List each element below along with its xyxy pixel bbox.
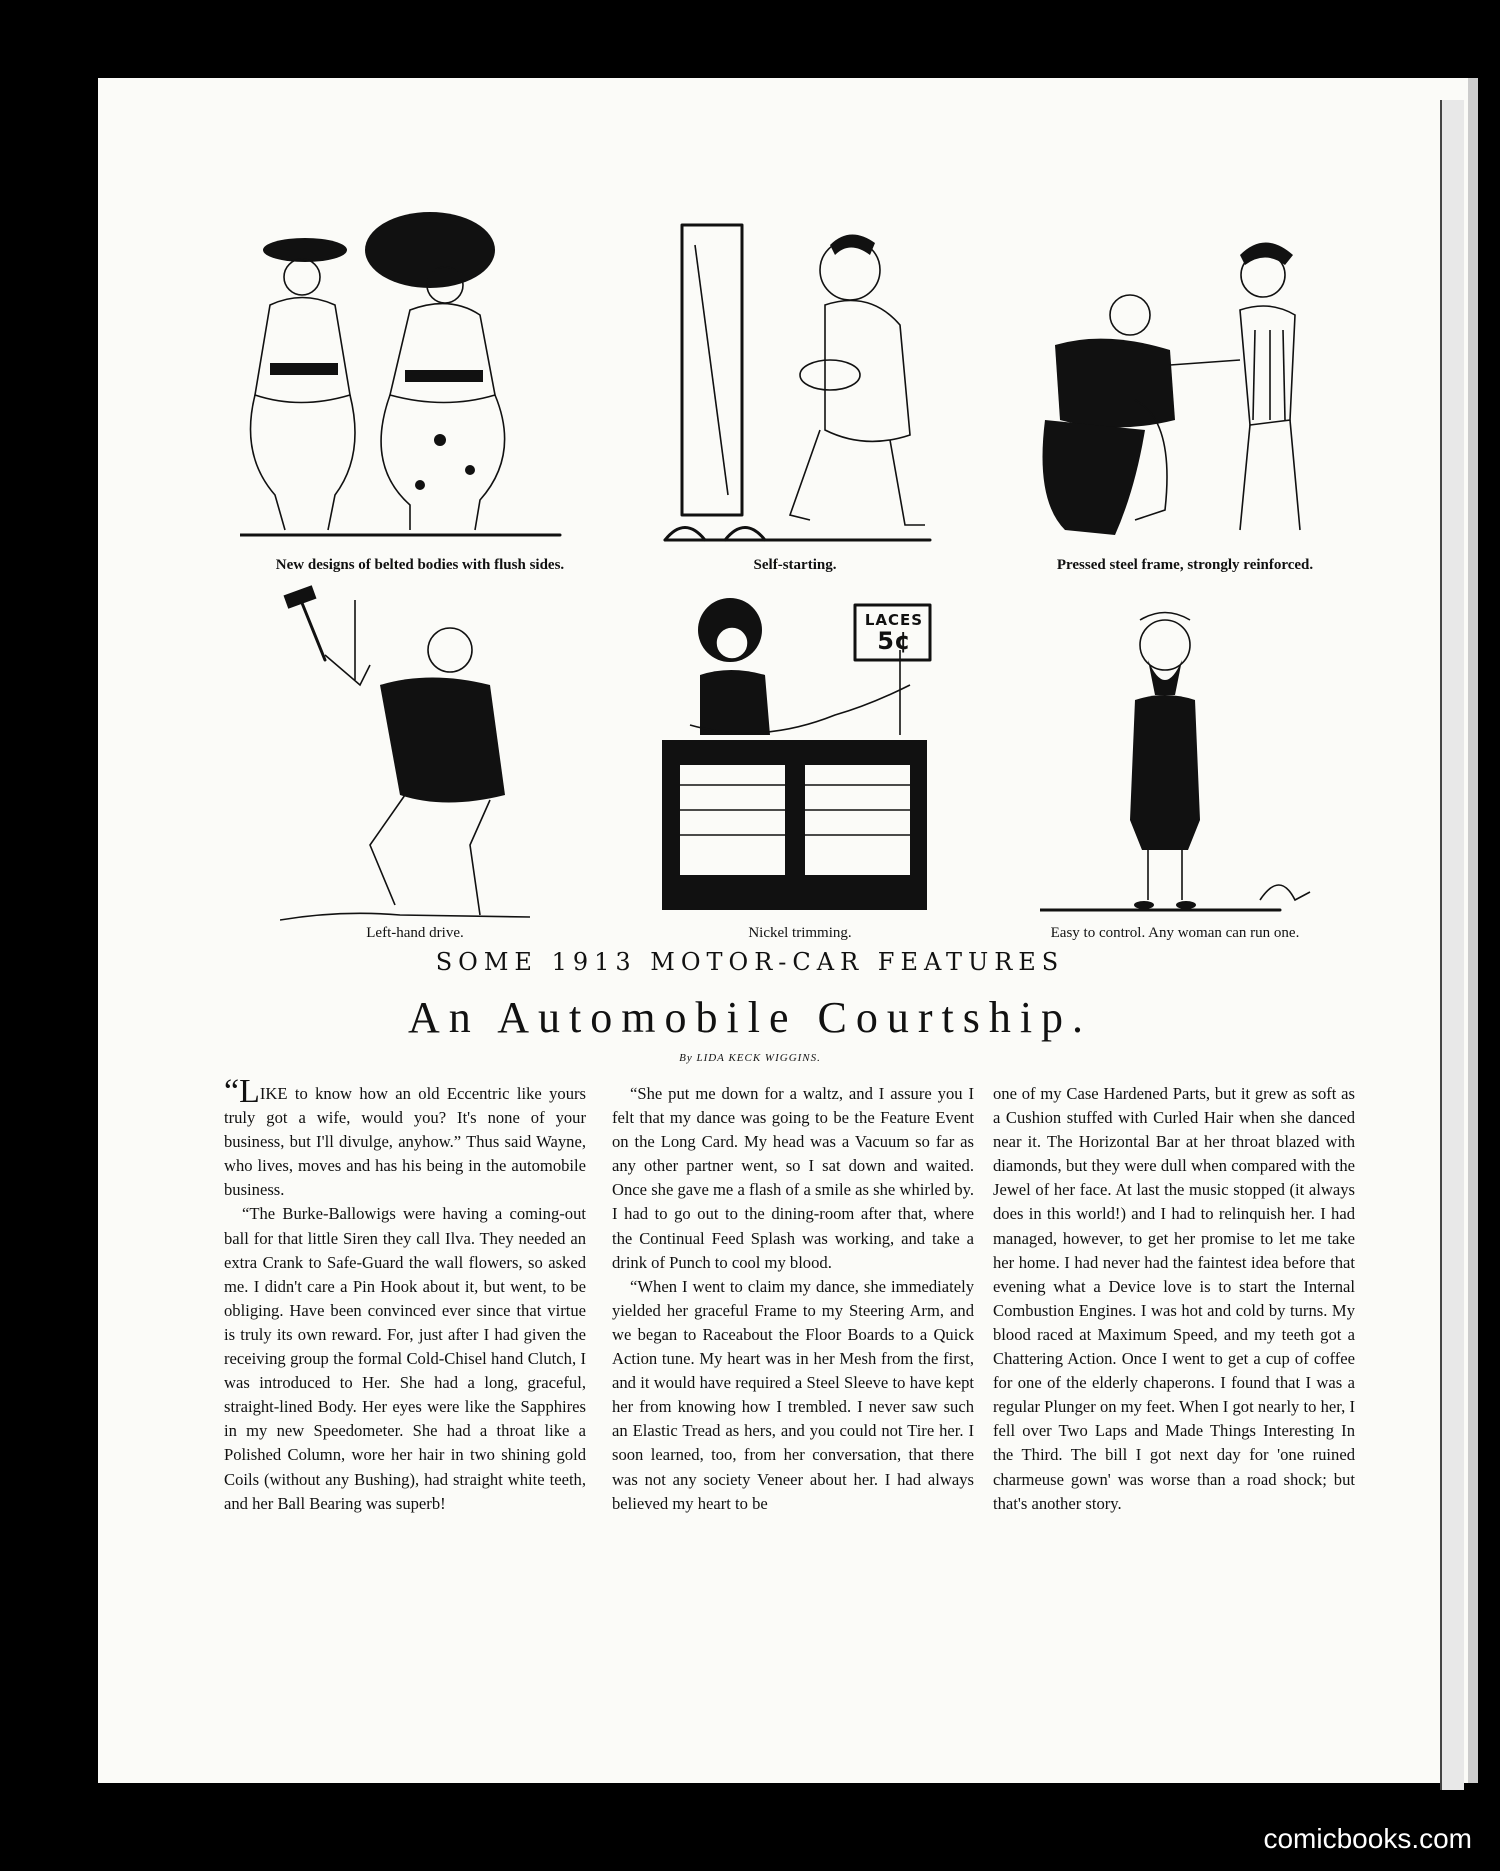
laces-sign-line2: 5¢ xyxy=(877,627,911,655)
illustration-easy-to-control xyxy=(1040,600,1340,915)
caption-self-starting: Self-starting. xyxy=(753,557,837,573)
caption-pressed-steel-frame: Pressed steel frame, strongly reinforced. xyxy=(1056,557,1314,573)
article-column-2 xyxy=(612,1082,974,1516)
watermark: comicbooks.com xyxy=(1263,1823,1472,1854)
illustration-nickel-trimming xyxy=(660,595,940,915)
article-column-3 xyxy=(993,1082,1355,1516)
caption-nickel-trimming: Nickel trimming. xyxy=(748,925,852,941)
paragraph: “When I went to claim my dance, she immediately yielded her graceful Frame to my Steering Arm, and we began to Raceabout the Floor Boards to a Quick Action tune. My heart was in her Mesh from the first, and it would have required a Steel Sleeve to have kept her from knowing how I trembled. I never saw such an Elastic Tread as hers, and you could not Tire her. I soon learned, too, from her conversation, that there was not any society Veneer about her. I had always believed my heart to be xyxy=(612,1276,974,1513)
paragraph: one of my Case Hardened Parts, but it grew as soft as a Cushion stuffed with Curled Hair when she danced near it. The Horizontal Bar at her throat blazed with diamonds, but they were dull when compared with the Jewel of her face. At last the music stopped (it always does in this world!) and I had to relinquish her. I had managed, however, to get her promise to let me take her home. I had never had the faintest idea before that evening what a Device love is to start the Internal Combustion Engines. I was hot and cold by turns. My blood raced at Maximum Speed, and my teeth got a Chattering Action. Once I went to get a cup of coffee for one of the elderly chaperons. I found that I was a regular Plunger on my feet. When I got nearly to her, I fell over Two Laps and Made Things Interesting In the Third. The bill I got next day for 'one ruined charmeuse gown' was worse than a road shock; but that's another story. xyxy=(993,1084,1355,1513)
article-title: An Automobile Courtship. xyxy=(407,993,1093,1042)
paragraph: “She put me down for a waltz, and I assure you I felt that my dance was going to be the Feature Event on the Long Card. My head was a Vacuum so far as any other partner went, so I sat down and waited. Once she gave me a flash of a smile as she whirled by. I had to go out to the dining-room after that, where the Continual Feed Splash was working, and take a drink of Punch to cool my blood. xyxy=(612,1084,974,1272)
byline: By LIDA KECK WIGGINS. xyxy=(679,1052,821,1064)
paragraph: “LIKE to know how an old Eccentric like yours truly got a wife, would you? It's none of your business, but I'll divulge, anyhow.” Thus said Wayne, who lives, moves and has his being in the automobile business. xyxy=(224,1073,586,1200)
caption-belted-bodies: New designs of belted bodies with flush sides. xyxy=(275,557,565,573)
drop-cap: “L xyxy=(224,1073,260,1110)
section-title: SOME 1913 MOTOR-CAR FEATURES xyxy=(435,948,1065,976)
laces-sign-line1: LACES xyxy=(864,611,924,629)
illustration-left-hand-drive xyxy=(280,585,530,925)
illustration-pressed-steel-frame xyxy=(1025,220,1345,550)
illustration-self-starting xyxy=(650,215,940,545)
illustration-belted-bodies xyxy=(240,195,580,540)
article-column-1 xyxy=(224,1073,586,1516)
caption-easy-to-control: Easy to control. Any woman can run one. xyxy=(1050,925,1300,941)
caption-left-hand-drive: Left-hand drive. xyxy=(366,925,464,941)
paragraph: “The Burke-Ballowigs were having a coming-out ball for that little Siren they call Ilva. They needed an extra Crank to Safe-Guard the wall flowers, so asked me. I didn't care a Pin Hook about it, but went, to be obliging. Have been convinced ever since that virtue is truly its own reward. For, just after I had given the receiving group the formal Cold-Chisel hand Clutch, I was introduced to Her. She had a long, graceful, straight-lined Body. Her eyes were like the Sapphires in my new Speedometer. She had a throat like a Polished Column, wore her hair in two shining gold Coils (without any Bushing), had straight white teeth, and her Ball Bearing was superb! xyxy=(224,1204,586,1513)
page-edge xyxy=(1440,100,1464,1790)
